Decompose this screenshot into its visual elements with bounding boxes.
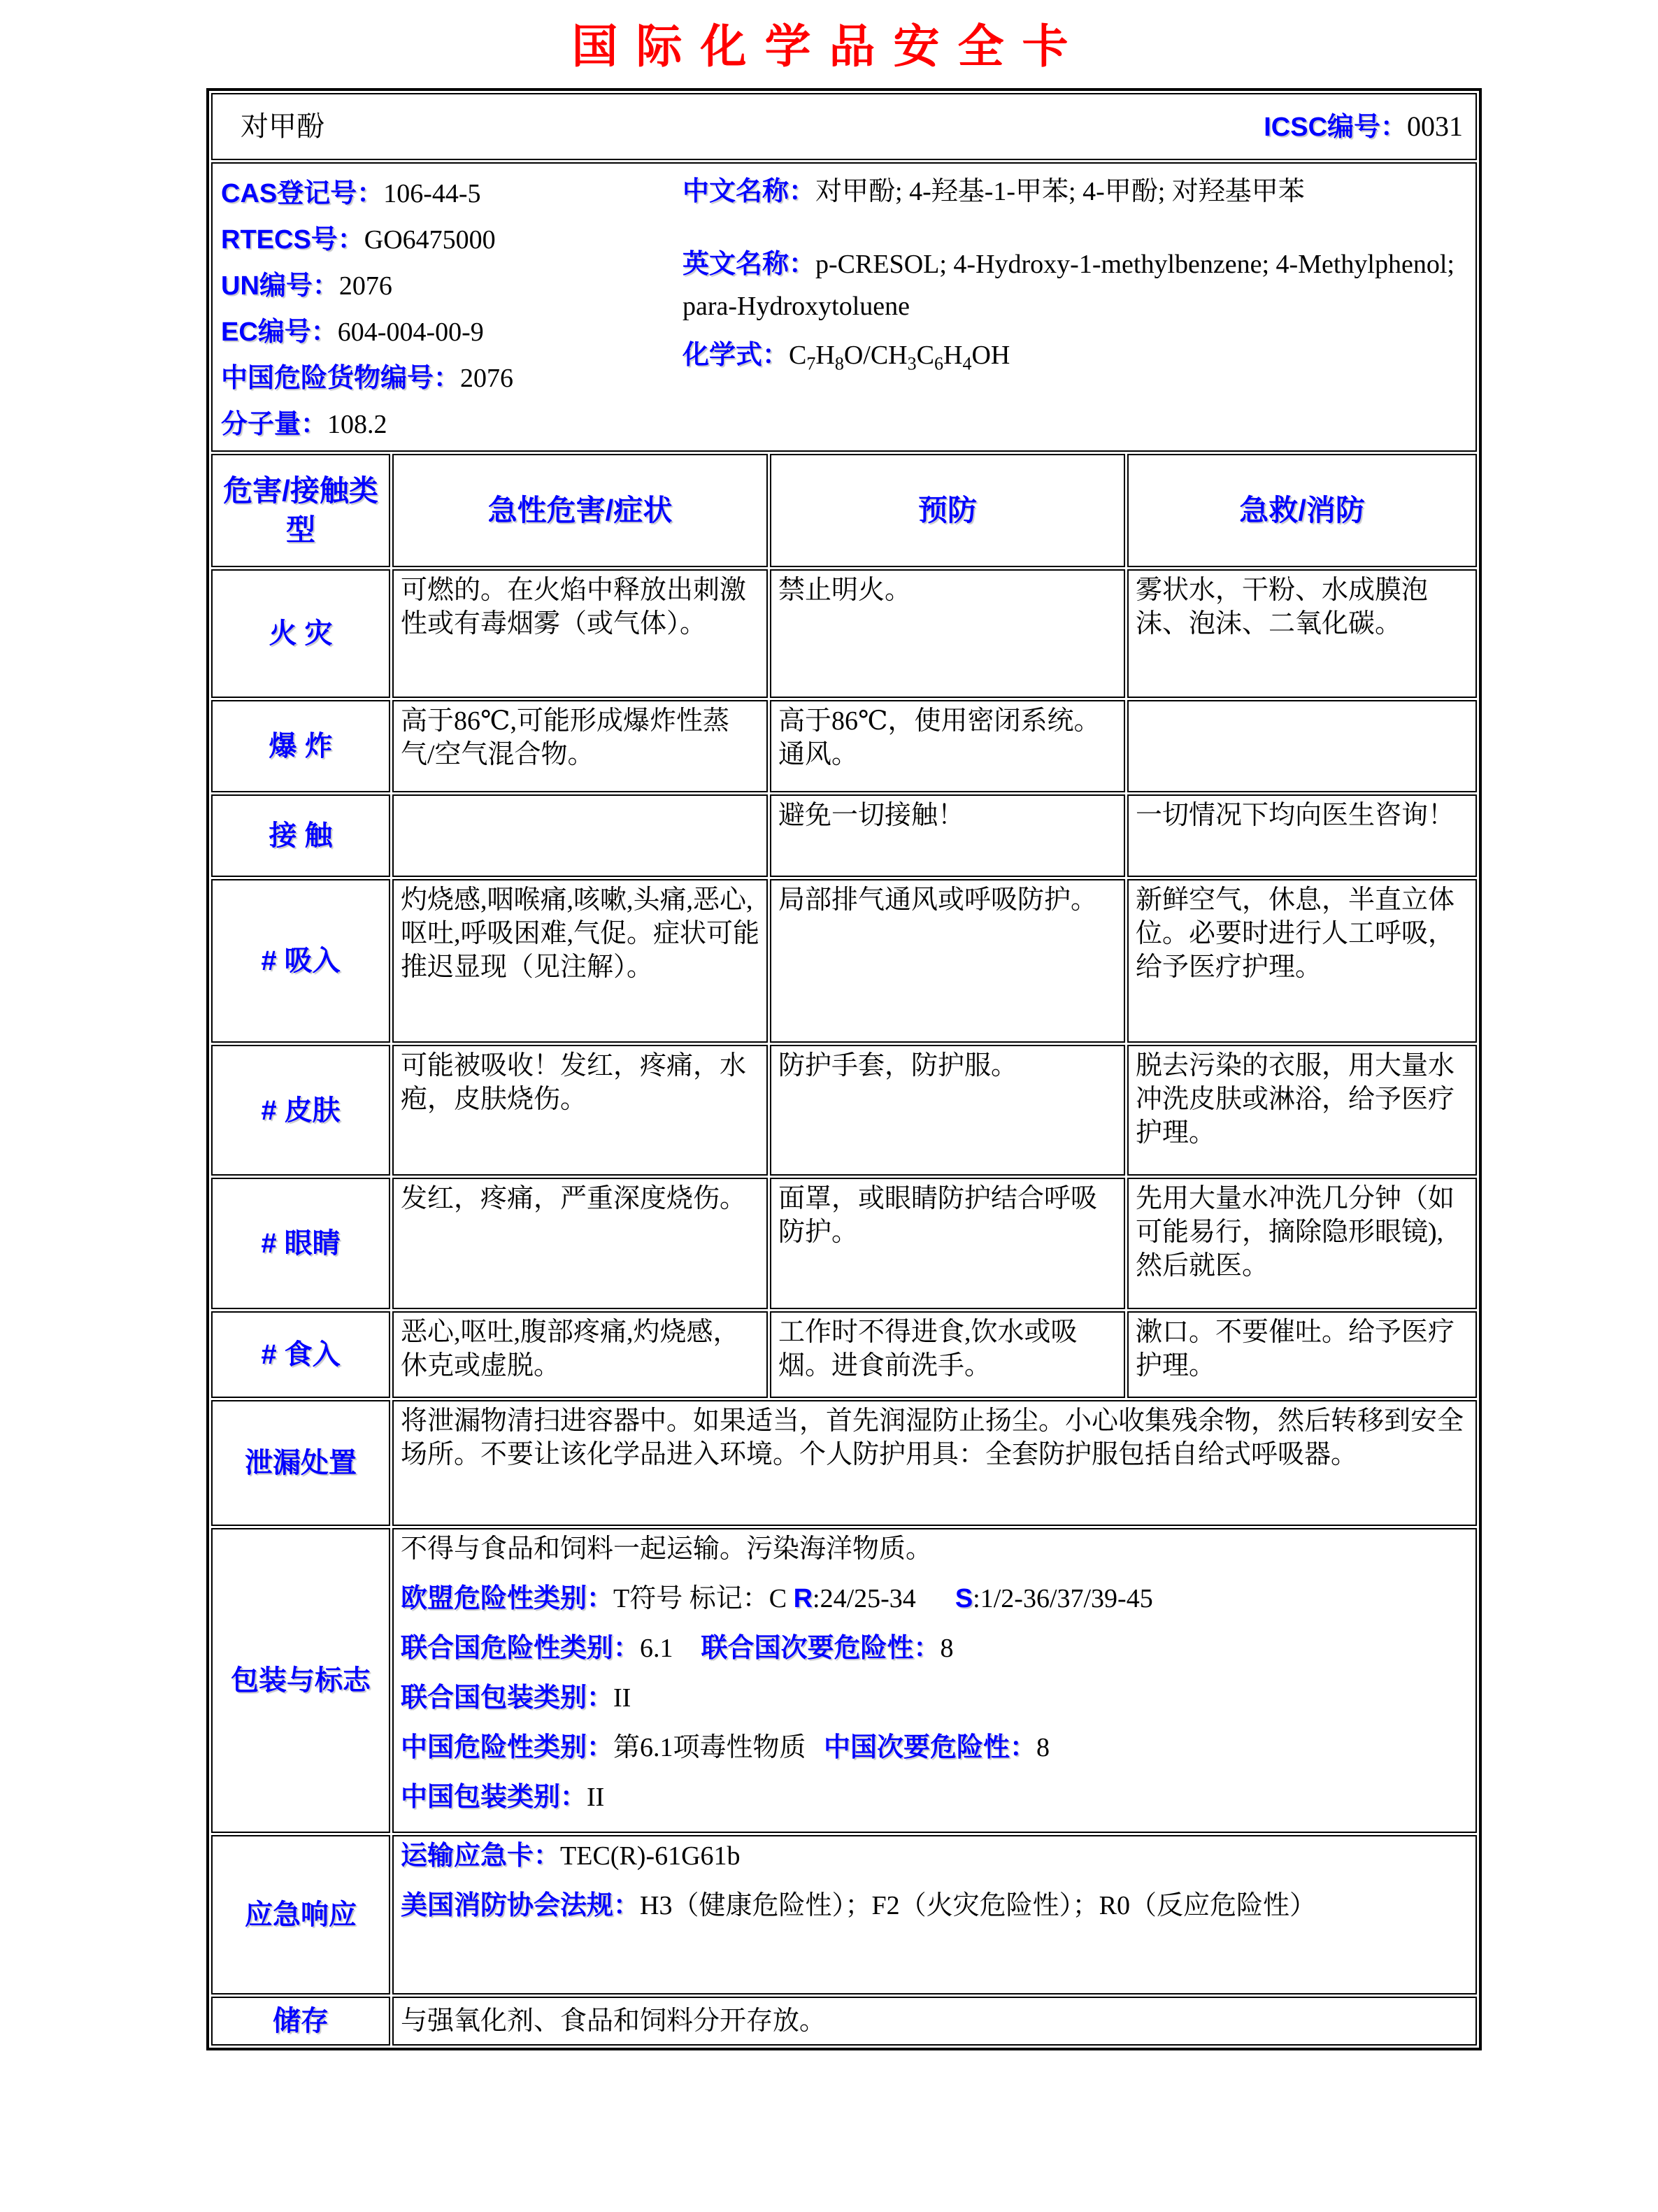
storage-text: 与强氧化剂、食品和饲料分开存放。 [392, 1997, 1477, 2046]
ec-number-row: EC编号：604-004-00-9 [221, 317, 484, 347]
col-header-prevention: 预防 [770, 454, 1125, 567]
explosion-row-label: 爆 炸 [211, 700, 390, 792]
contact-prevention: 避免一切接触！ [770, 794, 1125, 877]
fire-row-label: 火 灾 [211, 569, 390, 698]
skin-row-label: # 皮肤 [211, 1045, 390, 1176]
icsc-number-label: ICSC编号： [1264, 112, 1408, 142]
inhalation-row-label: # 吸入 [211, 879, 390, 1043]
fire-prevention: 禁止明火。 [770, 569, 1125, 698]
col-header-first-aid: 急救/消防 [1127, 454, 1477, 567]
spill-row-label: 泄漏处置 [211, 1400, 390, 1526]
explosion-prevention: 高于86℃，使用密闭系统。通风。 [770, 700, 1125, 792]
skin-prevention: 防护手套，防护服。 [770, 1045, 1125, 1176]
china-packing-line: 中国包装类别：II [401, 1783, 605, 1812]
icsc-number [1264, 110, 1463, 144]
english-name-row: 英文名称：p-CRESOL; 4-Hydroxy-1-methylbenzene; 4-Methylphenol; para-Hydroxytoluene [683, 250, 1455, 321]
rtecs-number-row: RTECS号：GO6475000 [221, 225, 496, 255]
registry-numbers [221, 171, 683, 448]
eu-classification-line: 欧盟危险性类别：T符号 标记：C R:24/25-34 S:1/2-36/37/39-45 [401, 1584, 1153, 1613]
fire-first-aid: 雾状水，干粉、水成膜泡沫、泡沫、二氧化碳。 [1127, 569, 1477, 698]
inhalation-row [211, 879, 1477, 1043]
nfpa-line: 美国消防协会法规：H3（健康危险性）；F2（火灾危险性）；R0（反应危险性） [401, 1891, 1316, 1920]
contact-row-label: 接 触 [211, 794, 390, 877]
inhalation-symptoms: 灼烧感,咽喉痛,咳嗽,头痛,恶心,呕吐,呼吸困难,气促。症状可能推迟显现（见注解）。 [392, 879, 768, 1043]
chemical-formula: $C_7H_8O/CH_3C_6H_4OH$ [789, 341, 1010, 374]
fire-row [211, 569, 1477, 698]
packaging-row-label: 包装与标志 [211, 1528, 390, 1833]
molecular-weight-row: 分子量：108.2 [221, 410, 387, 439]
chemical-names [683, 171, 1468, 448]
explosion-row [211, 700, 1477, 792]
china-dg-number-row: 中国危险货物编号：2076 [221, 364, 514, 393]
ingestion-row [211, 1311, 1477, 1398]
cas-number-row: CAS登记号：106-44-5 [221, 179, 481, 208]
eyes-symptoms: 发红，疼痛，严重深度烧伤。 [392, 1178, 768, 1309]
emergency-row-label: 应急响应 [211, 1835, 390, 1995]
eyes-row [211, 1178, 1477, 1309]
inhalation-first-aid: 新鲜空气，休息，半直立体位。必要时进行人工呼吸，给予医疗护理。 [1127, 879, 1477, 1043]
ingestion-row-label: # 食入 [211, 1311, 390, 1398]
col-header-hazard-type: 危害/接触类型 [211, 454, 390, 567]
ingestion-prevention: 工作时不得进食,饮水或吸烟。进食前洗手。 [770, 1311, 1125, 1398]
chinese-name-row: 中文名称：对甲酚; 4-羟基-1-甲苯; 4-甲酚; 对羟基甲苯 [683, 177, 1305, 206]
skin-symptoms: 可能被吸收！发红，疼痛，水疱，皮肤烧伤。 [392, 1045, 768, 1176]
tec-card-line: 运输应急卡：TEC(R)-61G61b [401, 1841, 741, 1871]
emergency-row [211, 1835, 1477, 1995]
storage-row [211, 1997, 1477, 2046]
contact-row [211, 794, 1477, 877]
card-header-row [211, 93, 1477, 160]
un-packing-line: 联合国包装类别：II [401, 1683, 631, 1713]
explosion-symptoms: 高于86℃,可能形成爆炸性蒸气/空气混合物。 [392, 700, 768, 792]
col-header-symptoms: 急性危害/症状 [392, 454, 768, 567]
packaging-content [392, 1528, 1477, 1833]
emergency-content [392, 1835, 1477, 1995]
icsc-number-value: 0031 [1407, 110, 1464, 142]
un-classification-line: 联合国危险性类别：6.1 联合国次要危险性：8 [401, 1634, 954, 1663]
spill-text: 将泄漏物清扫进容器中。如果适当，首先润湿防止扬尘。小心收集残余物，然后转移到安全场所。不要让该化学品进入环境。个人防护用具：全套防护服包括自给式呼吸器。 [392, 1400, 1477, 1526]
fire-symptoms: 可燃的。在火焰中释放出刺激性或有毒烟雾（或气体）。 [392, 569, 768, 698]
inhalation-prevention: 局部排气通风或呼吸防护。 [770, 879, 1125, 1043]
contact-symptoms [392, 794, 768, 877]
ingestion-first-aid: 漱口。不要催吐。给予医疗护理。 [1127, 1311, 1477, 1398]
icsc-card-table [206, 88, 1482, 2050]
un-number-row: UN编号：2076 [221, 271, 392, 301]
substance-name: 对甲酚 [241, 110, 324, 142]
packaging-row [211, 1528, 1477, 1833]
china-classification-line: 中国危险性类别：第6.1项毒性物质 中国次要危险性：8 [401, 1733, 1050, 1762]
eyes-prevention: 面罩，或眼睛防护结合呼吸防护。 [770, 1178, 1125, 1309]
explosion-first-aid [1127, 700, 1477, 792]
eyes-row-label: # 眼睛 [211, 1178, 390, 1309]
eyes-first-aid: 先用大量水冲洗几分钟（如可能易行，摘除隐形眼镜),然后就医。 [1127, 1178, 1477, 1309]
skin-row [211, 1045, 1477, 1176]
spill-row [211, 1400, 1477, 1526]
transport-note: 不得与食品和饲料一起运输。污染海洋物质。 [401, 1534, 933, 1564]
formula-row: 化学式：$C_7H_8O/CH_3C_6H_4OH$ [683, 341, 1010, 374]
ingestion-symptoms: 恶心,呕吐,腹部疼痛,灼烧感，休克或虚脱。 [392, 1311, 768, 1398]
page-title: 国际化学品安全卡 [571, 20, 1087, 72]
skin-first-aid: 脱去污染的衣服，用大量水冲洗皮肤或淋浴，给予医疗护理。 [1127, 1045, 1477, 1176]
storage-row-label: 储存 [211, 1997, 390, 2046]
contact-first-aid: 一切情况下均向医生咨询！ [1127, 794, 1477, 877]
identification-section [211, 162, 1477, 452]
